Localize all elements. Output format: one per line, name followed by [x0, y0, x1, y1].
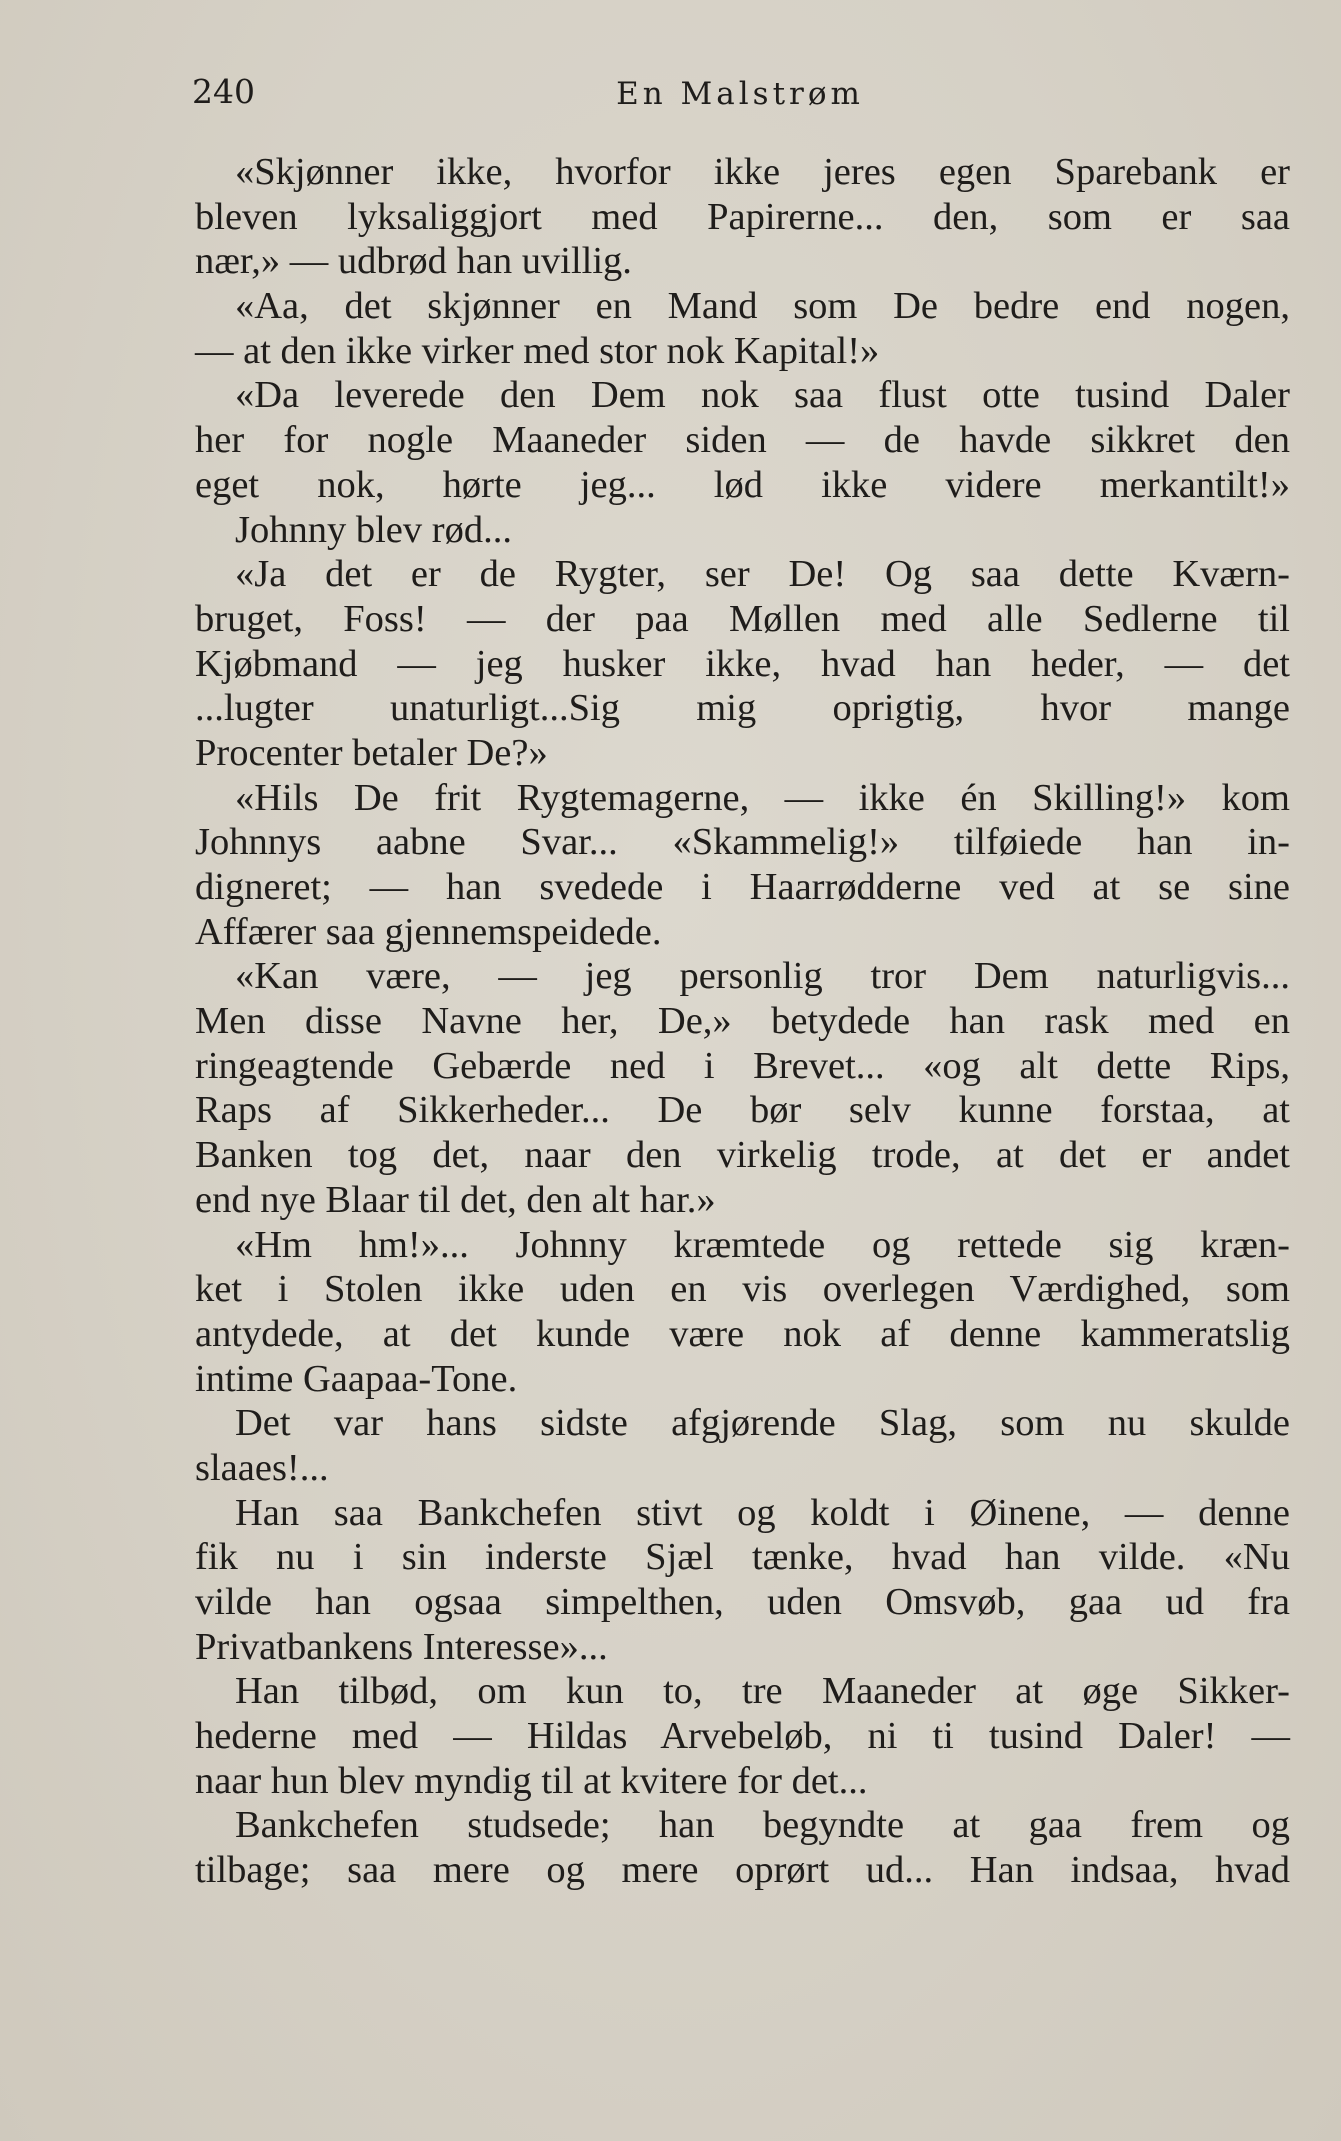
text-line: end nye Blaar til det, den alt har.» — [195, 1178, 716, 1221]
page-header — [192, 72, 1288, 122]
body-text — [195, 150, 1290, 1893]
text-line: Han saa Bankchefen stivt og koldt i Øinene, — denne — [235, 1491, 1290, 1534]
text-line: Det var hans sidste afgjørende Slag, som nu skulde — [235, 1402, 1290, 1445]
text-line: hederne med — Hildas Arvebeløb, ni ti tusind Daler! — — [195, 1715, 1290, 1758]
text-line: intime Gaapaa-Tone. — [195, 1357, 518, 1400]
text-line: Men disse Navne her, De,» betydede han rask med en — [195, 1000, 1290, 1043]
text-line: Johnnys aabne Svar... «Skammelig!» tilføiede han in- — [195, 821, 1290, 864]
text-line: Han tilbød, om kun to, tre Maaneder at øge Sikker- — [235, 1670, 1290, 1713]
running-title: En Malstrøm — [616, 76, 864, 112]
text-line: — at den ikke virker med stor nok Kapital!» — [195, 329, 880, 372]
text-line: nær,» — udbrød han uvillig. — [195, 240, 632, 283]
text-line: Affærer saa gjennemspeidede. — [195, 910, 662, 953]
text-line: Raps af Sikkerheder... De bør selv kunne forstaa, at — [195, 1089, 1290, 1132]
text-line: Privatbankens Interesse»... — [195, 1625, 608, 1668]
text-line: ...lugter unaturligt...Sig mig oprigtig, hvor mange — [195, 687, 1290, 730]
text-line: antydede, at det kunde være nok af denne kammeratslig — [195, 1312, 1290, 1355]
text-line: bleven lyksaliggjort med Papirerne... den, som er saa — [195, 195, 1290, 238]
text-line: «Hm hm!»... Johnny kræmtede og rettede sig kræn- — [235, 1223, 1290, 1266]
text-line: «Aa, det skjønner en Mand som De bedre end nogen, — [235, 285, 1290, 328]
text-line: «Da leverede den Dem nok saa flust otte tusind Daler — [235, 374, 1290, 417]
text-line: slaaes!... — [195, 1446, 329, 1489]
text-line: Kjøbmand — jeg husker ikke, hvad han heder, — det — [195, 642, 1290, 685]
text-line: «Skjønner ikke, hvorfor ikke jeres egen Sparebank er — [235, 151, 1290, 193]
text-line: her for nogle Maaneder siden — de havde sikkret den — [195, 419, 1290, 462]
text-line: digneret; — han svedede i Haarrødderne ved at se sine — [195, 866, 1290, 908]
text-line: «Hils De frit Rygtemagerne, — ikke én Skilling!» kom — [235, 776, 1290, 819]
text-line: «Ja det er de Rygter, ser De! Og saa dette Kværn- — [235, 553, 1290, 596]
text-line: fik nu i sin inderste Sjæl tænke, hvad han vilde. «Nu — [195, 1536, 1290, 1579]
text-line: Banken tog det, naar den virkelig trode, at det er andet — [195, 1134, 1290, 1177]
text-line: ringeagtende Gebærde ned i Brevet... «og alt dette Rips, — [195, 1044, 1290, 1087]
page-number: 240 — [192, 72, 255, 111]
text-line: Bankchefen studsede; han begyndte at gaa frem og — [235, 1804, 1290, 1847]
text-line: ket i Stolen ikke uden en vis overlegen Værdighed, som — [195, 1268, 1290, 1311]
text-line: naar hun blev myndig til at kvitere for det... — [195, 1759, 868, 1802]
text-line: vilde han ogsaa simpelthen, uden Omsvøb, gaa ud fra — [195, 1581, 1290, 1623]
text-line: eget nok, hørte jeg... lød ikke videre merkantilt!» — [195, 463, 1290, 506]
text-line: bruget, Foss! — der paa Møllen med alle Sedlerne til — [195, 597, 1290, 640]
text-line: Procenter betaler De?» — [195, 731, 548, 774]
text-line: «Kan være, — jeg personlig tror Dem naturligvis... — [235, 955, 1290, 998]
text-line: tilbage; saa mere og mere oprørt ud... Han indsaa, hvad — [195, 1849, 1290, 1892]
text-line: Johnny blev rød... — [235, 508, 512, 551]
